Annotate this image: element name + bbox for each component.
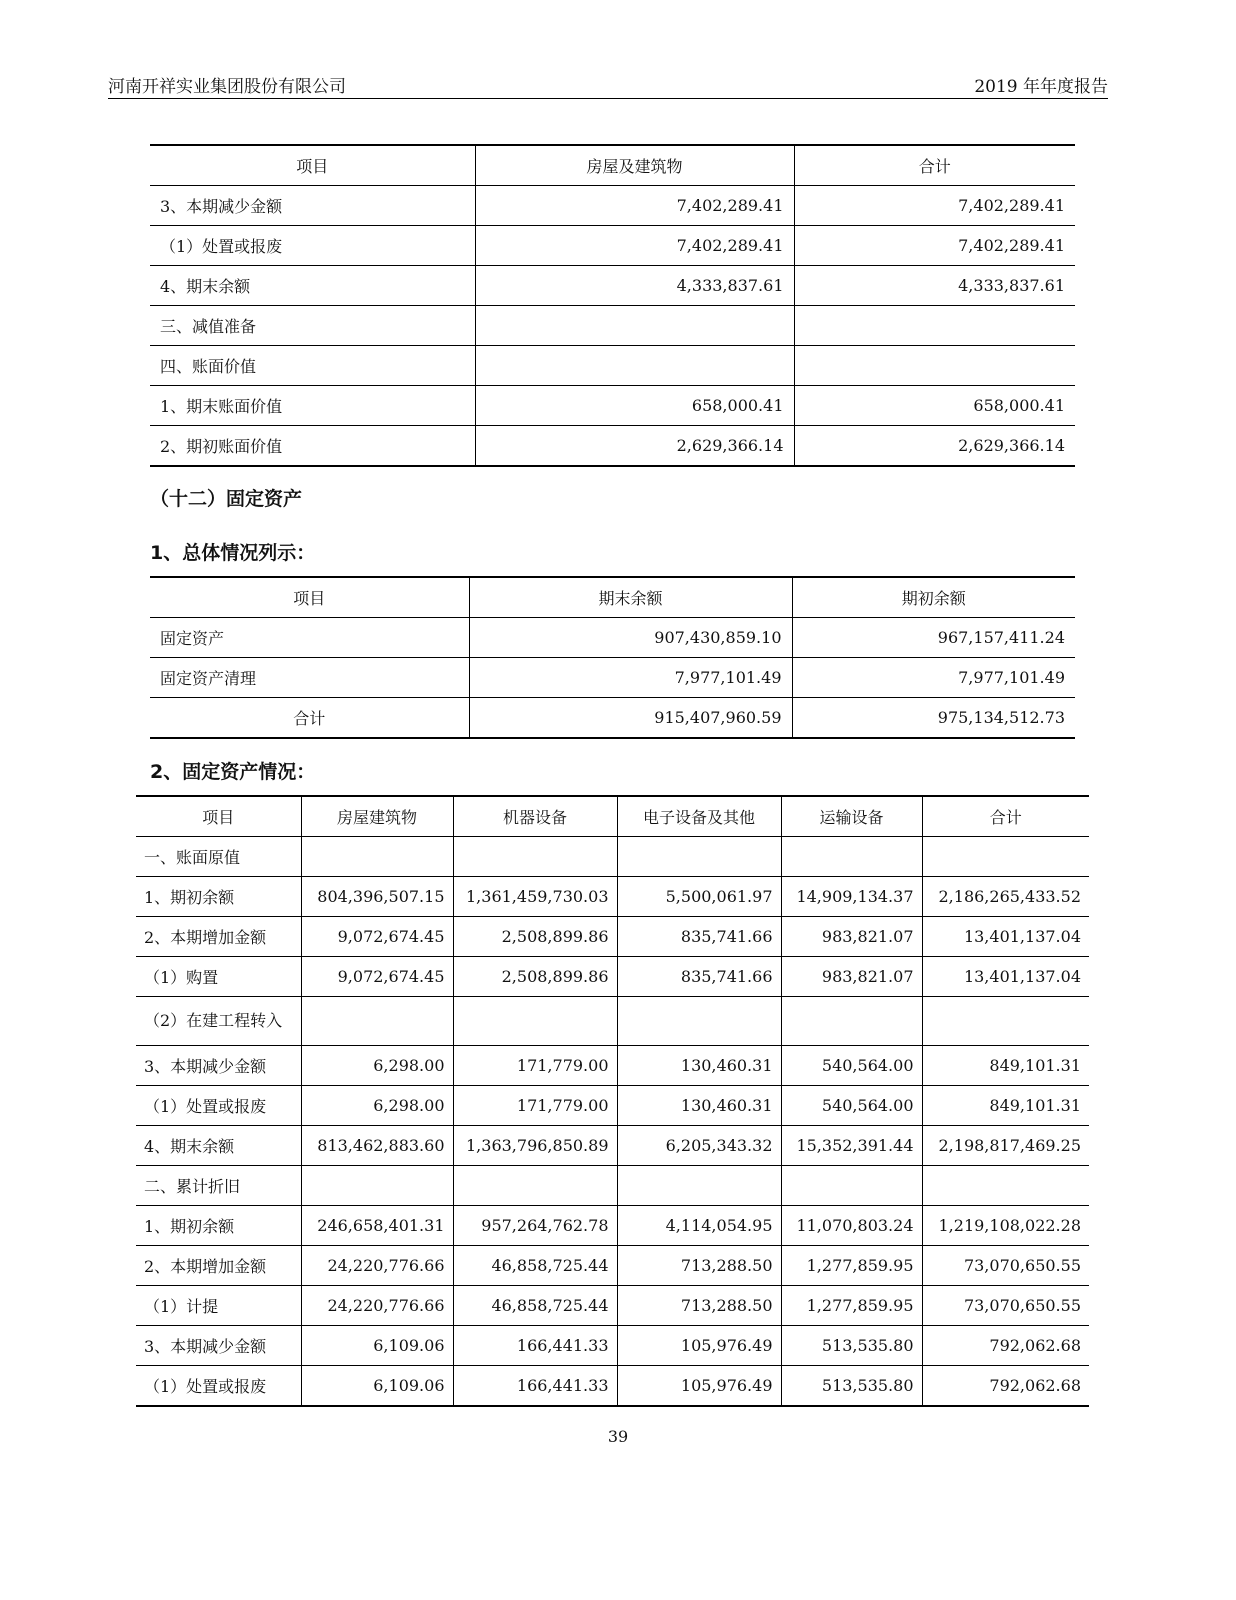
cell-value: 1,219,108,022.28 [922, 1206, 1089, 1246]
cell-value [781, 837, 922, 877]
row-label: 3、本期减少金额 [136, 1326, 301, 1366]
row-label: （1）购置 [136, 957, 301, 997]
subsection-detail: 2、固定资产情况： [150, 761, 316, 783]
cell-value: 14,909,134.37 [781, 877, 922, 917]
cell-value: 7,402,289.41 [475, 226, 794, 266]
cell-value: 1,277,859.95 [781, 1246, 922, 1286]
table-row [136, 1326, 1089, 1366]
table-row [150, 426, 1075, 467]
row-label: 2、本期增加金额 [136, 917, 301, 957]
column-header: 合计 [794, 145, 1075, 186]
cell-value: 2,198,817,469.25 [922, 1126, 1089, 1166]
cell-value: 2,629,366.14 [475, 426, 794, 467]
cell-value: 835,741.66 [617, 957, 781, 997]
cell-value: 6,298.00 [301, 1086, 453, 1126]
cell-value: 166,441.33 [453, 1326, 617, 1366]
column-header: 房屋及建筑物 [475, 145, 794, 186]
cell-value: 4,333,837.61 [794, 266, 1075, 306]
cell-value: 246,658,401.31 [301, 1206, 453, 1246]
cell-value [794, 306, 1075, 346]
cell-value: 849,101.31 [922, 1086, 1089, 1126]
cell-value [301, 1166, 453, 1206]
table-row [136, 1046, 1089, 1086]
table-row [136, 997, 1089, 1046]
cell-value: 792,062.68 [922, 1366, 1089, 1407]
cell-value [617, 1166, 781, 1206]
cell-value [475, 346, 794, 386]
cell-value: 105,976.49 [617, 1326, 781, 1366]
cell-value: 6,205,343.32 [617, 1126, 781, 1166]
cell-value: 813,462,883.60 [301, 1126, 453, 1166]
cell-value: 13,401,137.04 [922, 957, 1089, 997]
column-header: 运输设备 [781, 796, 922, 837]
table-row [136, 837, 1089, 877]
cell-value [781, 997, 922, 1046]
cell-value: 915,407,960.59 [469, 698, 792, 739]
cell-value [922, 997, 1089, 1046]
cell-value: 792,062.68 [922, 1326, 1089, 1366]
cell-value: 166,441.33 [453, 1366, 617, 1407]
table-row [150, 306, 1075, 346]
cell-value: 658,000.41 [475, 386, 794, 426]
row-label: 固定资产 [150, 618, 469, 658]
cell-value: 171,779.00 [453, 1086, 617, 1126]
cell-value [922, 1166, 1089, 1206]
cell-value: 2,186,265,433.52 [922, 877, 1089, 917]
row-label: 一、账面原值 [136, 837, 301, 877]
cell-value: 6,109.06 [301, 1326, 453, 1366]
report-title: 2019 年年度报告 [974, 77, 1108, 97]
cell-value [617, 997, 781, 1046]
page-header [108, 70, 1108, 99]
cell-value: 957,264,762.78 [453, 1206, 617, 1246]
cell-value: 46,858,725.44 [453, 1246, 617, 1286]
fixed-assets-summary-table [150, 576, 1075, 739]
row-label: 3、本期减少金额 [150, 186, 475, 226]
row-label: 二、累计折旧 [136, 1166, 301, 1206]
column-header: 电子设备及其他 [617, 796, 781, 837]
column-header: 期初余额 [792, 577, 1075, 618]
column-header: 项目 [150, 577, 469, 618]
row-label: 2、期初账面价值 [150, 426, 475, 467]
cell-value: 24,220,776.66 [301, 1286, 453, 1326]
cell-value: 983,821.07 [781, 957, 922, 997]
table-row [150, 266, 1075, 306]
cell-value: 540,564.00 [781, 1046, 922, 1086]
cell-value: 835,741.66 [617, 917, 781, 957]
cell-value: 7,402,289.41 [794, 186, 1075, 226]
cell-value: 9,072,674.45 [301, 917, 453, 957]
table-row [136, 1126, 1089, 1166]
column-header: 房屋建筑物 [301, 796, 453, 837]
row-label: 合计 [150, 698, 469, 739]
cell-value: 975,134,512.73 [792, 698, 1075, 739]
cell-value: 658,000.41 [794, 386, 1075, 426]
cell-value [453, 997, 617, 1046]
cell-value: 540,564.00 [781, 1086, 922, 1126]
table-row [136, 1286, 1089, 1326]
cell-value: 24,220,776.66 [301, 1246, 453, 1286]
cell-value: 713,288.50 [617, 1286, 781, 1326]
table-row [150, 658, 1075, 698]
table-row [150, 698, 1075, 739]
subsection-overview: 1、总体情况列示： [150, 542, 316, 564]
investment-property-table [150, 144, 1075, 467]
column-header: 项目 [136, 796, 301, 837]
cell-value: 5,500,061.97 [617, 877, 781, 917]
cell-value [453, 837, 617, 877]
company-name: 河南开祥实业集团股份有限公司 [108, 77, 346, 97]
cell-value: 46,858,725.44 [453, 1286, 617, 1326]
row-label: （1）计提 [136, 1286, 301, 1326]
cell-value: 907,430,859.10 [469, 618, 792, 658]
cell-value: 513,535.80 [781, 1326, 922, 1366]
cell-value: 73,070,650.55 [922, 1246, 1089, 1286]
section-title: （十二）固定资产 [150, 488, 303, 510]
table-row [150, 186, 1075, 226]
page-number: 39 [607, 1427, 629, 1446]
cell-value: 2,508,899.86 [453, 917, 617, 957]
cell-value: 713,288.50 [617, 1246, 781, 1286]
cell-value: 6,109.06 [301, 1366, 453, 1407]
table-row [136, 957, 1089, 997]
cell-value [781, 1166, 922, 1206]
table-header-row [136, 796, 1089, 837]
cell-value: 105,976.49 [617, 1366, 781, 1407]
cell-value: 849,101.31 [922, 1046, 1089, 1086]
cell-value [922, 837, 1089, 877]
fixed-assets-detail-table [136, 795, 1089, 1407]
row-label: 固定资产清理 [150, 658, 469, 698]
row-label: 四、账面价值 [150, 346, 475, 386]
cell-value [301, 837, 453, 877]
cell-value: 513,535.80 [781, 1366, 922, 1407]
row-label: （1）处置或报废 [136, 1366, 301, 1407]
cell-value [617, 837, 781, 877]
cell-value: 7,402,289.41 [475, 186, 794, 226]
cell-value: 1,361,459,730.03 [453, 877, 617, 917]
table-row [150, 226, 1075, 266]
column-header: 期末余额 [469, 577, 792, 618]
table-header-row [150, 145, 1075, 186]
table-row [150, 346, 1075, 386]
cell-value: 7,977,101.49 [792, 658, 1075, 698]
table-row [150, 386, 1075, 426]
cell-value: 804,396,507.15 [301, 877, 453, 917]
table-row [136, 1206, 1089, 1246]
cell-value: 171,779.00 [453, 1046, 617, 1086]
table-row [136, 1166, 1089, 1206]
cell-value: 2,629,366.14 [794, 426, 1075, 467]
cell-value [794, 346, 1075, 386]
row-label: 4、期末余额 [136, 1126, 301, 1166]
row-label: （1）处置或报废 [150, 226, 475, 266]
table-row [136, 917, 1089, 957]
cell-value: 983,821.07 [781, 917, 922, 957]
row-label: 1、期初余额 [136, 1206, 301, 1246]
row-label: （2）在建工程转入 [136, 997, 301, 1046]
cell-value: 1,363,796,850.89 [453, 1126, 617, 1166]
cell-value [301, 997, 453, 1046]
cell-value: 11,070,803.24 [781, 1206, 922, 1246]
column-header: 机器设备 [453, 796, 617, 837]
row-label: 1、期初余额 [136, 877, 301, 917]
row-label: 2、本期增加金额 [136, 1246, 301, 1286]
cell-value: 6,298.00 [301, 1046, 453, 1086]
row-label: 4、期末余额 [150, 266, 475, 306]
cell-value: 9,072,674.45 [301, 957, 453, 997]
table-row [136, 877, 1089, 917]
table-row [136, 1366, 1089, 1407]
cell-value: 7,977,101.49 [469, 658, 792, 698]
cell-value: 967,157,411.24 [792, 618, 1075, 658]
table-header-row [150, 577, 1075, 618]
column-header: 项目 [150, 145, 475, 186]
cell-value: 4,333,837.61 [475, 266, 794, 306]
cell-value [453, 1166, 617, 1206]
table-row [136, 1246, 1089, 1286]
cell-value: 130,460.31 [617, 1046, 781, 1086]
cell-value: 2,508,899.86 [453, 957, 617, 997]
cell-value: 7,402,289.41 [794, 226, 1075, 266]
row-label: 三、减值准备 [150, 306, 475, 346]
row-label: 3、本期减少金额 [136, 1046, 301, 1086]
cell-value: 1,277,859.95 [781, 1286, 922, 1326]
cell-value: 4,114,054.95 [617, 1206, 781, 1246]
cell-value: 73,070,650.55 [922, 1286, 1089, 1326]
cell-value [475, 306, 794, 346]
cell-value: 130,460.31 [617, 1086, 781, 1126]
cell-value: 15,352,391.44 [781, 1126, 922, 1166]
row-label: （1）处置或报废 [136, 1086, 301, 1126]
row-label: 1、期末账面价值 [150, 386, 475, 426]
table-row [136, 1086, 1089, 1126]
cell-value: 13,401,137.04 [922, 917, 1089, 957]
column-header: 合计 [922, 796, 1089, 837]
table-row [150, 618, 1075, 658]
